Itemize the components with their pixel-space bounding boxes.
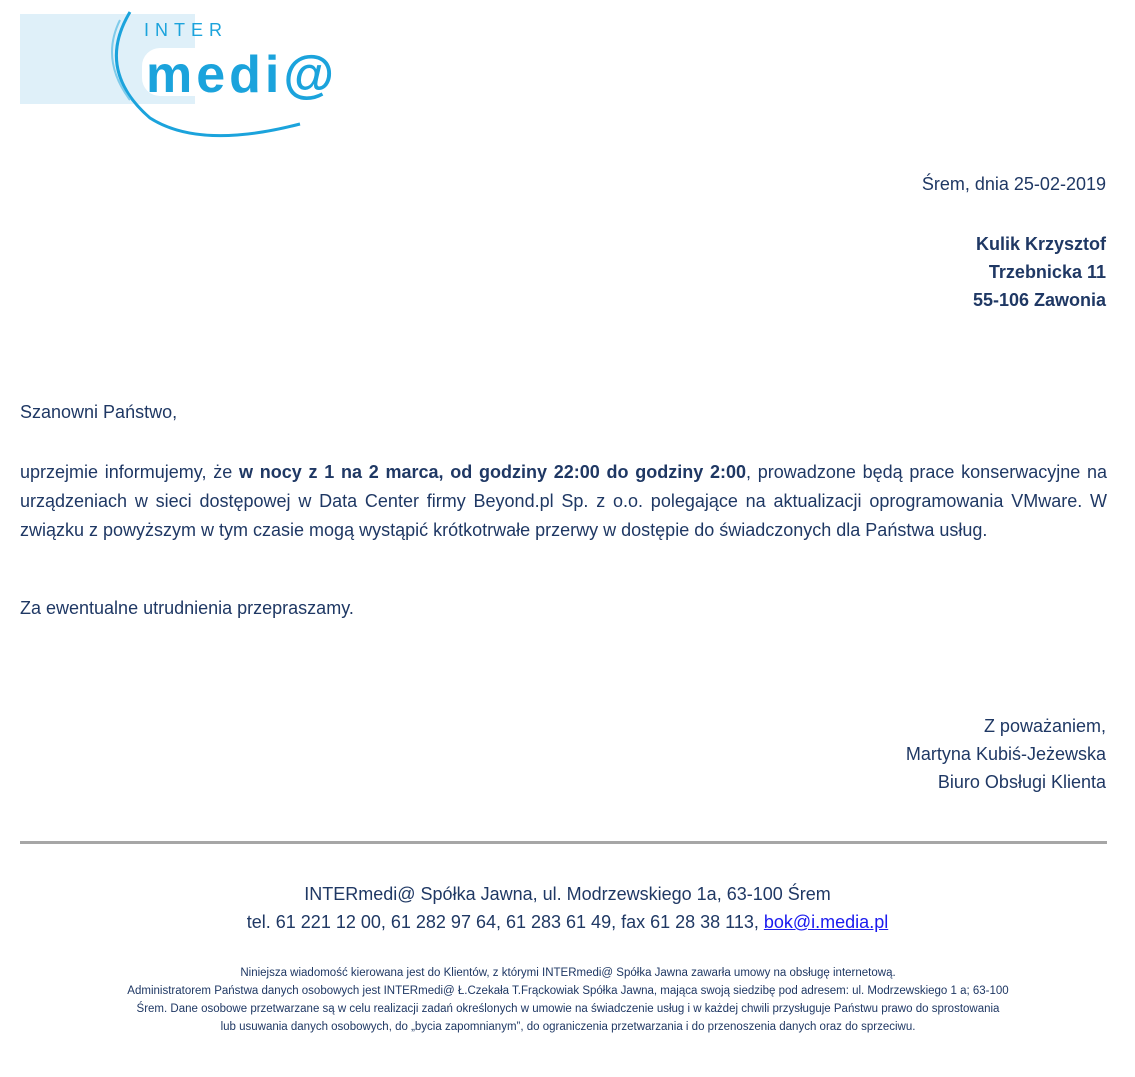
signature-block <box>906 712 1106 796</box>
footer-phone-line <box>0 908 1135 936</box>
intermedia-logo <box>0 0 460 150</box>
signature-department: Biuro Obsługi Klienta <box>937 772 1106 792</box>
fine-print-line: Śrem. Dane osobowe przetwarzane są w celu realizacji zadań określonych w umowie na świadczenie usług i w każdej chwili przysługuje Państwu prawo do sprostowania <box>136 1003 1000 1015</box>
apology: Za ewentualne utrudnienia przepraszamy. <box>20 598 354 618</box>
recipient-name: Kulik Krzysztof <box>975 234 1106 254</box>
footer-company: INTERmedi@ Spółka Jawna, ul. Modrzewskiego 1a, 63-100 Śrem <box>304 884 831 904</box>
footer-divider <box>20 841 1107 844</box>
fine-print-line: lub usuwania danych osobowych, do „bycia zapomnianym”, do ograniczenia przetwarzania i do przenoszenia danych oraz do sprzeciwu. <box>220 1021 916 1033</box>
footer-phones: tel. 61 221 12 00, 61 282 97 64, 61 283 61 49, fax 61 28 38 113, <box>246 912 764 932</box>
footer-contact <box>0 880 1135 936</box>
letter-date: Śrem, dnia 25-02-2019 <box>921 174 1106 194</box>
greeting: Szanowni Państwo, <box>20 402 178 422</box>
recipient-city: 55-106 Zawonia <box>972 290 1106 310</box>
recipient-address <box>973 230 1106 314</box>
body-maintenance-window: w nocy z 1 na 2 marca, od godziny 22:00 do godziny 2:00 <box>238 462 747 482</box>
body-details: , prowadzone będą prace konserwacyjne na urządzeniach w sieci dostępowej w Data Center firmy Beyond.pl Sp. z o.o. polegające na aktualizacji oprogramowania VMware. W związku z powyższym w tym czasie mogą wystąpić krótkotrwałe przerwy w dostępie do świadczonych dla Państwa usług. <box>20 462 1107 540</box>
logo-media-text: medi@ <box>146 46 339 104</box>
logo-inter-text: INTER <box>144 20 228 40</box>
signature-closing: Z poważaniem, <box>983 716 1106 736</box>
signature-name: Martyna Kubiś-Jeżewska <box>905 744 1106 764</box>
footer-fine-print <box>18 964 1118 1036</box>
fine-print-line: Administratorem Państwa danych osobowych jest INTERmedi@ Ł.Czekała T.Frąckowiak Spółka Jawna, mająca swoją siedzibę pod adresem: ul. Modrzewskiego 1 a; 63-100 <box>127 985 1009 997</box>
body-intro: uprzejmie informujemy, że <box>20 462 239 482</box>
body-paragraph <box>20 458 1107 545</box>
footer-email-link[interactable]: bok@i.media.pl <box>763 912 889 932</box>
fine-print-line: Niniejsza wiadomość kierowana jest do Klientów, z którymi INTERmedi@ Spółka Jawna zawarła umowy na obsługę internetową. <box>240 967 896 979</box>
recipient-street: Trzebnicka 11 <box>988 262 1106 282</box>
